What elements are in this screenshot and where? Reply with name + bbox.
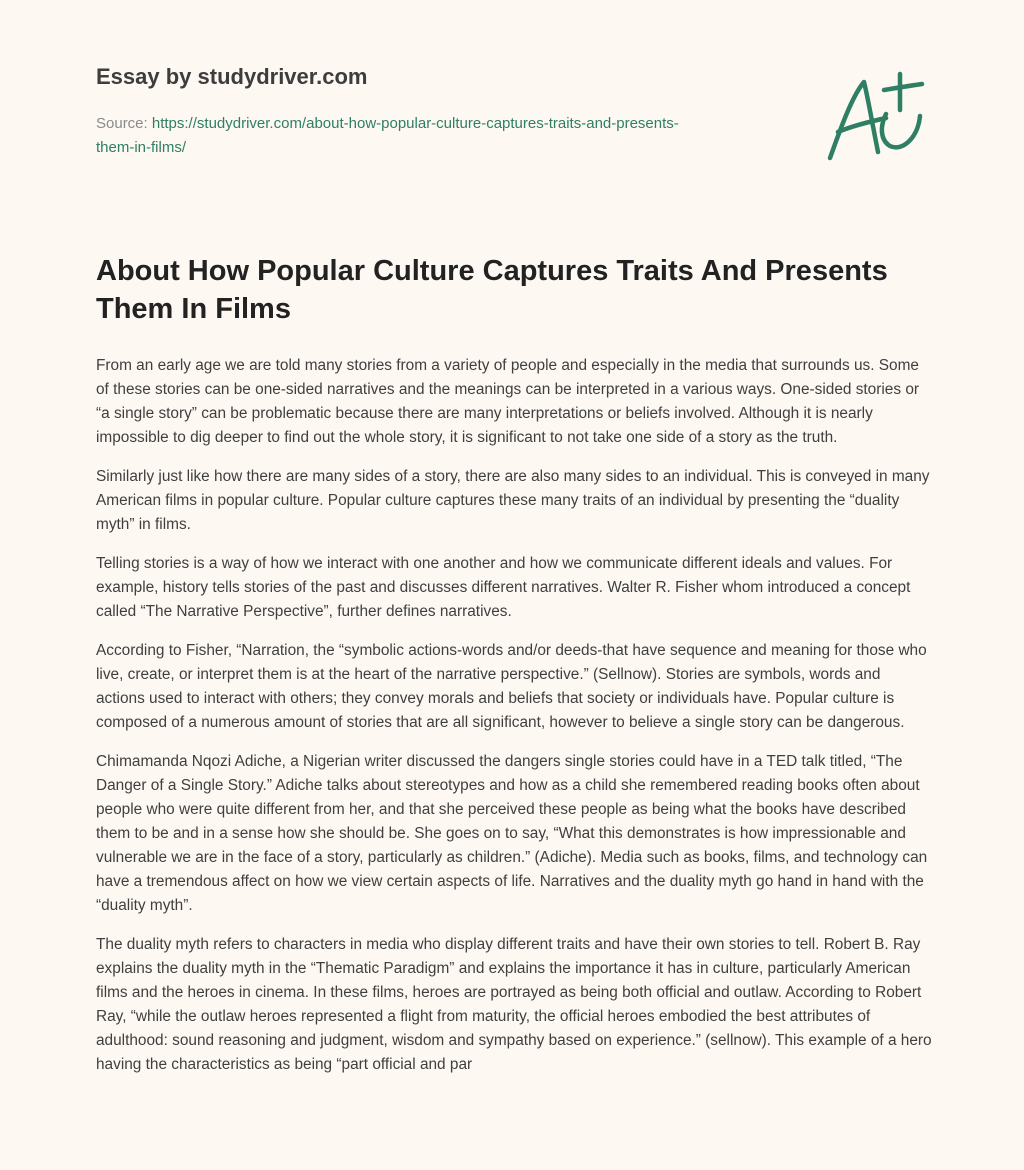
essay-body [96, 354, 932, 1092]
essay-paragraph: Chimamanda Nqozi Adiche, a Nigerian writer discussed the dangers single stories could have in a TED talk titled, “The Danger of a Single Story.” Adiche talks about stereotypes and how as a child she remembered reading books often about people who were quite different from her, and that she perceived these people as being what the books have described them to be and in a sense how she should be. She goes on to say, “What this demonstrates is how impressionable and vulnerable we are in the face of a story, particularly as children.” (Adiche). Media such as books, films, and technology can have a tremendous affect on how we view certain aspects of life. Narratives and the duality myth go hand in hand with the “duality myth”. [96, 753, 928, 914]
a-plus-grade-icon [820, 66, 930, 166]
source-line [96, 112, 796, 160]
page-header [96, 62, 796, 160]
essay-paragraph: Telling stories is a way of how we interact with one another and how we communicate different ideals and values. For example, history tells stories of the past and discusses different narratives. Walter R. Fisher whom introduced a concept called “The Narrative Perspective”, further defines narratives. [96, 555, 911, 620]
a-plus-logo-svg [820, 66, 930, 166]
source-label: Source: [96, 115, 148, 132]
essay-paragraph: The duality myth refers to characters in media who display different traits and have their own stories to tell. Robert B. Ray explains the duality myth in the “Thematic Paradigm” and explains the importance it has in culture, particularly American films and the heroes in cinema. In these films, heroes are portrayed as being both official and outlaw. According to Robert Ray, “while the outlaw heroes represented a flight from maturity, the official heroes embodied the best attributes of adulthood: sound reasoning and judgment, wisdom and sympathy based on experience.” (sellnow). This example of a hero having the characteristics as being “part official and par [96, 936, 932, 1073]
logo-plus-horizontal [884, 84, 922, 90]
brand-title: Essay by studydriver.com [96, 64, 368, 89]
essay-title: About How Popular Culture Captures Traits And Presents Them In Films [96, 255, 888, 325]
source-link[interactable] [96, 115, 679, 156]
source-link-line2: them-in-films/ [96, 139, 187, 156]
source-link-line1: https://studydriver.com/about-how-popular-culture-captures-traits-and-presents- [151, 115, 679, 132]
essay-paragraph: According to Fisher, “Narration, the “symbolic actions-words and/or deeds-that have sequence and meaning for those who live, create, or interpret them is at the heart of the narrative perspective.” (Sellnow). Stories are symbols, words and actions used to interact with others; they convey morals and beliefs that society or individuals have. Popular culture is composed of a numerous amount of stories that are all significant, however to believe a single story can be dangerous. [96, 642, 927, 731]
essay-paragraph: Similarly just like how there are many sides of a story, there are also many sides to an individual. This is conveyed in many American films in popular culture. Popular culture captures these many traits of an individual by presenting the “duality myth” in films. [96, 468, 930, 533]
essay-paragraph: From an early age we are told many stories from a variety of people and especially in the media that surrounds us. Some of these stories can be one-sided narratives and the meanings can be interpreted in a various ways. One-sided stories or “a single story” can be problematic because there are many interpretations or beliefs involved. Although it is nearly impossible to dig deeper to find out the whole story, it is significant to not take one side of a story as the truth. [96, 357, 920, 446]
